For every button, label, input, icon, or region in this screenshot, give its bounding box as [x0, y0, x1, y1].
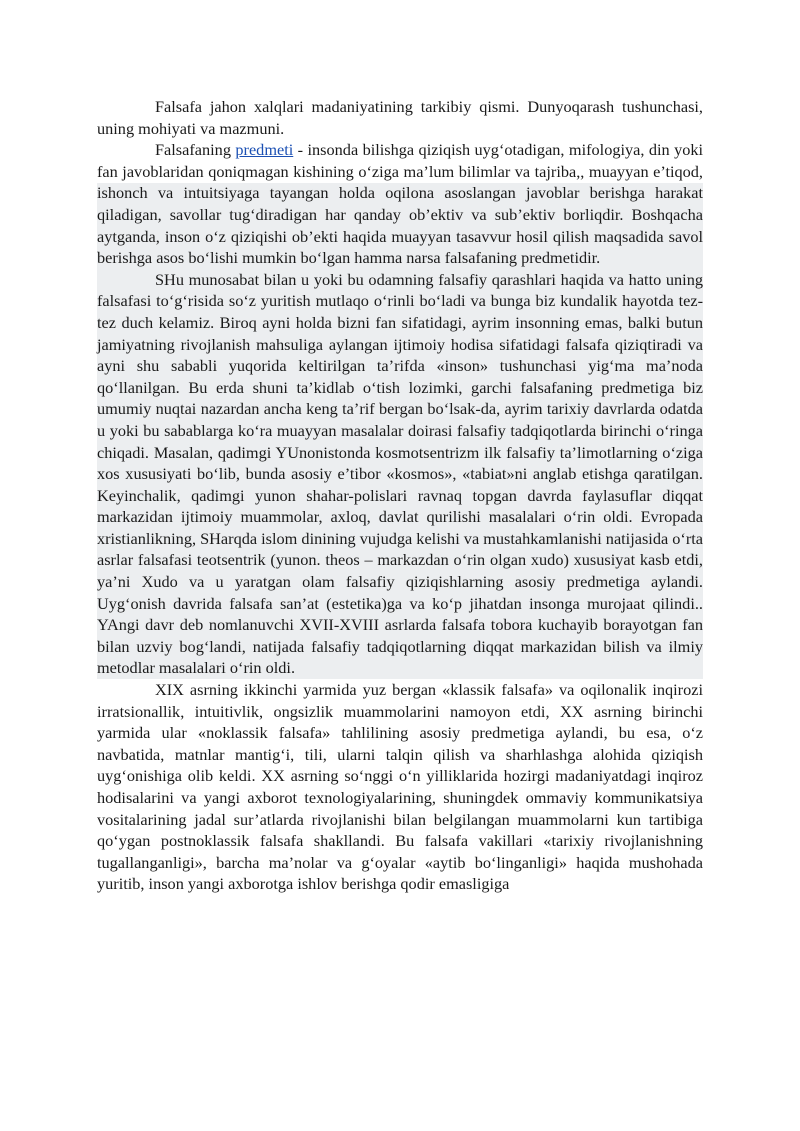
predmeti-link[interactable]: predmeti [235, 140, 294, 160]
paragraph-definition [97, 139, 703, 269]
paragraph-definition-rest: - insonda bilishga qiziqish uyg‘otadigan, mifologiya, din yoki fan javoblaridan qoniqmagan kishining o‘ziga ma’lum bilimlar va tajriba,, muayyan e’tiqod, ishonch va intuitsiyaga tayangan holda oqilona asoslangan javoblar berishga harakat qiladigan, savollar tug‘diradigan har qanday ob’ektiv va sub’ektiv borliqdir. Boshqacha aytganda, inson o‘z qiziqishi ob’ekti haqida muayyan tasavvur hosil qilish maqsadida savol berishga asos bo‘lishi mumkin bo‘lgan hamma narsa falsafaning predmetidir. [97, 140, 704, 268]
paragraph-intro: Falsafa jahon xalqlari madaniyatining tarkibiy qismi. Dunyoqarash tushunchasi, uning mohiyati va mazmuni. [97, 97, 703, 138]
document-body [97, 96, 703, 895]
paragraph-definition-lead: Falsafaning [155, 140, 236, 160]
paragraph-modern: XIX asrning ikkinchi yarmida yuz bergan «klassik falsafa» va oqilonalik inqirozi irratsionallik, intuitivlik, ongsizlik muammolarini namoyon etdi, XX asrning birinchi yarmida ular «noklassik falsafa» tahlilining asosiy predmetiga aylandi, bu esa, o‘z navbatida, matnlar mantig‘i, tili, ularni talqin qilish va sharhlashga alohida qiziqish uyg‘onishiga olib keldi. XX asrning so‘nggi o‘n yilliklarida hozirgi madaniyatdagi inqiroz hodisalarini va yangi axborot texnologiyalarining, shuningdek ommaviy kommunikatsiya vositalarining jadal sur’atlarda rivojlanishi bilan belgilangan muammolarni kun tartibiga qo‘ygan postnoklassik falsafa shakllandi. Bu falsafa vakillari «tarixiy rivojlanishning tugallanganligi», barcha ma’nolar va g‘oyalar «aytib bo‘linganligi» haqida mushohada yuritib, inson yangi axborotga ishlov berishga qodir emasligiga [97, 680, 703, 894]
paragraph-history: SHu munosabat bilan u yoki bu odamning falsafiy qarashlari haqida va hatto uning falsafasi to‘g‘risida so‘z yuritish mutlaqo o‘rinli bo‘ladi va bunga biz kundalik hayotda tez-tez duch kelamiz. Biroq ayni holda bizni fan sifatidagi, ayrim insonning emas, balki butun jamiyatning rivojlanish mahsuliga aylangan ijtimoiy hodisa sifatidagi falsafa qiziqtiradi va ayni shu sababli yuqorida keltirilgan ta’rifda «inson» tushunchasi yig‘ma ma’noda qo‘llanilgan. Bu erda shuni ta’kidlab o‘tish lozimki, garchi falsafaning predmetiga biz umumiy nuqtai nazardan ancha keng ta’rif bergan bo‘lsak-da, ayrim tarixiy davrlarda odatda u yoki bu sabablarga ko‘ra muayyan masalalar doirasi falsafiy tadqiqotlarda birinchi o‘ringa chiqadi. Masalan, qadimgi YUnonistonda kosmotsentrizm ilk falsafiy ta’limotlarning o‘ziga xos xususiyati bo‘lib, bunda asosiy e’tibor «kosmos», «tabiat»ni anglab etishga qaratilgan. Keyinchalik, qadimgi yunon shahar-polislari ravnaq topgan davrda faylasuflar diqqat markazidan ijtimoiy muammolar, axloq, davlat qurilishi masalalari o‘rin oldi. Evropada xristianlikning, SHarqda islom dinining vujudga kelishi va mustahkamlanishi natijasida o‘rta asrlar falsafasi teotsentrik (yunon. theos – markazdan o‘rin olgan xudo) xususiyat kasb etdi, ya’ni Xudo va u yaratgan olam falsafiy qiziqishlarning asosiy predmetiga aylandi. Uyg‘onish davrida falsafa san’at (estetika)ga va ko‘p jihatdan insonga murojaat qilindi.. YAngi davr deb nomlanuvchi XVII-XVIII asrlarda falsafa tobora kuchayib borayotgan fan bilan uzviy bog‘landi, natijada falsafiy tadqiqotlarning diqqat markazidan bilish va ilmiy metodlar masalalari o‘rin oldi. [97, 269, 703, 678]
